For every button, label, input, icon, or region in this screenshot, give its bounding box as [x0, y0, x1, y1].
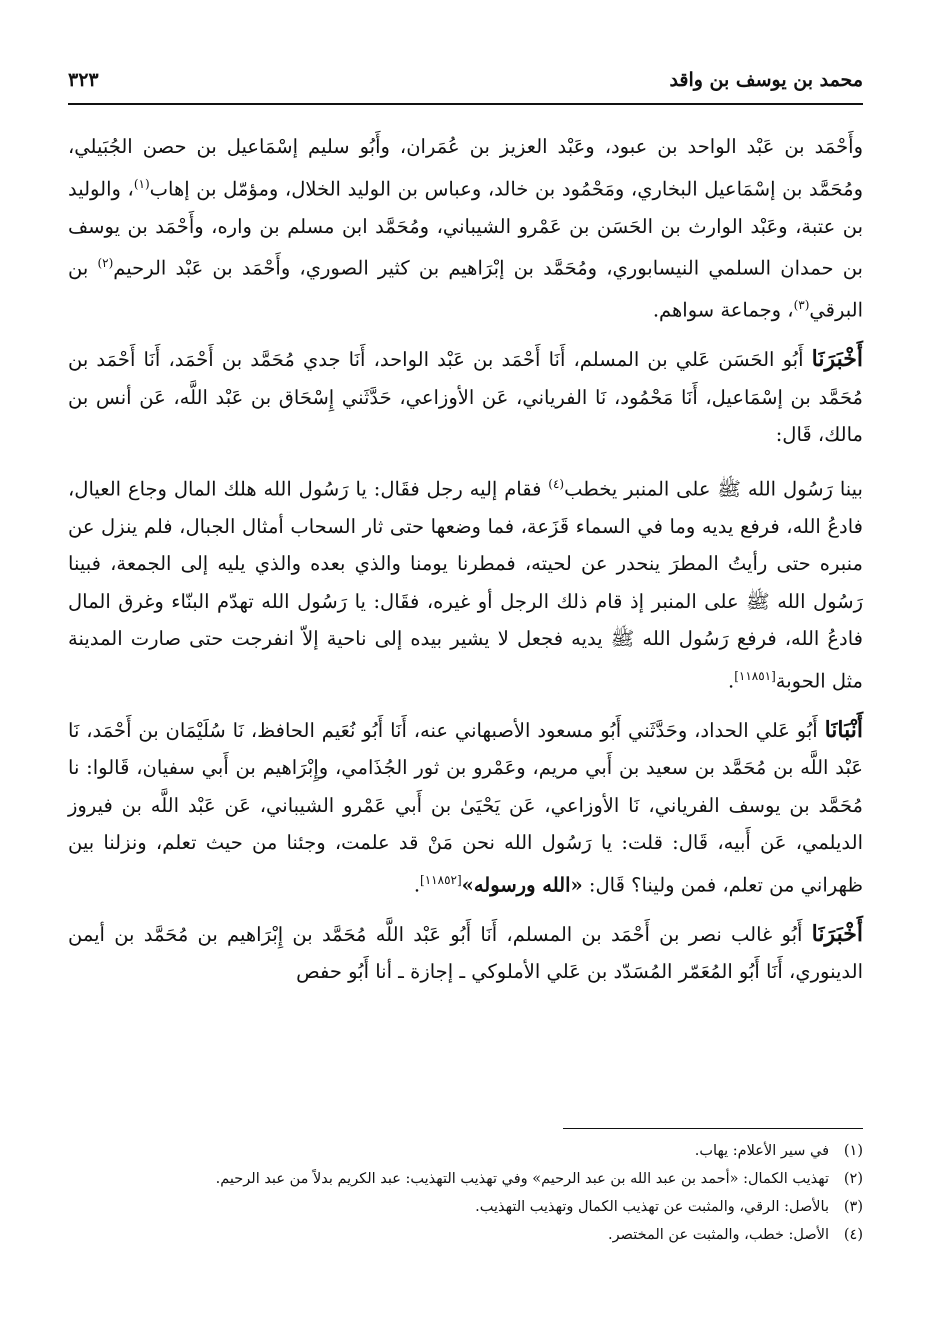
page-header — [68, 62, 863, 98]
hadith-number: [١١٨٥١] — [734, 668, 776, 683]
bold-quote: «الله ورسوله» — [461, 873, 583, 896]
footnote-number: (٢) — [843, 1171, 863, 1187]
hadith-number: [١١٨٥٢] — [420, 872, 462, 887]
footnote-number: (٣) — [843, 1199, 863, 1215]
text-run: فقام إليه رجل فقَال: يا رَسُول الله هلك المال وجاع العيال، فادعُ الله، فرفع يديه وما في السماء قَزَعة، فما وضعها حتى ثار السحاب أمثال الجبال، فلم ينزل عن منبره حتى رأيتُ المطرَ ينحدر عن لحيته، فمطرنا يومنا والذي بعده والذي يليه إلى الجمعة، فبينا رَسُول الله ﷺ على المنبر إذ قام ذلك الرجل أو غيره، فقَال: يا رَسُول الله تهدّم البنّاء وغرق المال فادعُ الله، فرفع رَسُول الله ﷺ يديه فجعل لا يشير بيده إلى ناحية إلاّ انفرجت حتى صارت المدينة مثل الحوبة — [68, 477, 863, 692]
lead-word: أَنْبَانَا — [824, 716, 863, 743]
footnote-ref-1: (١) — [133, 176, 150, 191]
lead-word: أَخْبَرَنَا — [811, 346, 863, 372]
header-divider — [68, 103, 863, 105]
text-run: وأَحْمَد بن عَبْد الواحد بن عبود، وعَبْد العزيز بن عُمَران، وأَبُو سليم إسْمَاعيل بن حصن الجُبَيلي، ومُحَمَّد بن إسْمَاعيل البخاري، ومَحْمُود بن خالد، وعباس بن الوليد الخلال، ومؤمّل بن إهاب — [68, 135, 863, 200]
lead-word: أَخْبَرَنَا — [811, 920, 863, 947]
running-title: محمد بن يوسف بن واقد — [669, 69, 863, 91]
text-run: ، والوليد بن عتبة، وعَبْد الوارث بن الحَسَن بن عَمْرو الشيباني، ومُحَمَّد ابن مسلم بن واره، وأَحْمَد بن يوسف بن حمدان السلمي النيسابوري، ومُحَمَّد بن إبْرَاهيم بن كثير الصوري، وأَحْمَد بن عَبْد الرحيم — [68, 177, 863, 280]
footnote-number: (١) — [843, 1143, 863, 1159]
footnote-text: بالأصل: الرقي، والمثبت عن تهذيب الكمال وتهذيب التهذيب. — [475, 1199, 829, 1215]
paragraph-5 — [68, 916, 863, 991]
text-run: بينا رَسُول الله ﷺ على المنبر يخطب — [564, 477, 863, 500]
text-run: أَبُو الحَسَن عَلي بن المسلم، أَنَا أَحْمَد بن عَبْد الواحد، أَنَا جدي مُحَمَّد بن أَحْمَد، أَنَا أَحْمَد بن مُحَمَّد بن إسْمَاعيل، أَنَا مَحْمُود، نَا الفرياني، عَن الأوزاعي، حَدَّثَني إِسْحَاق بن عَبْد اللَّه، عَن أنس بن مالك، قَال: — [68, 348, 863, 446]
footnote-text: في سير الأعلام: يهاب. — [694, 1143, 829, 1159]
text-run: . — [727, 669, 735, 692]
text-run: أَبُو عَلي الحداد، وحَدَّثَني أَبُو مسعود الأصبهاني عنه، أَنَا أَبُو نُعَيم الحافظ، نَا سُلَيْمَان بن أَحْمَد، نَا عَبْد اللَّه بن مُحَمَّد بن سعيد بن أَبي مريم، وعَمْرو بن ثور الجُذَامي، وإِبْرَاهيم بن أَبي سفيان، قَالوا: نا مُحَمَّد بن يوسف الفرياني، نَا الأوزاعي، عَن يَحْيَىٰ بن أَبي عَمْرو الشيباني، عَن عَبْد اللَّه بن فيروز الديلمي، عَن أَبيه، قَال: قلت: يا رَسُول الله نحن مَنْ قد علمت، وجئنا من حيث تعلم، ونزلنا بين ظهراني من تعلم، فمن ولينا؟ قَال: — [68, 718, 863, 896]
text-run: ، وجماعة سواهم. — [652, 298, 794, 322]
paragraph-1 — [68, 128, 863, 329]
footnote-divider — [563, 1128, 863, 1129]
paragraph-2 — [68, 341, 863, 454]
footnote-4 — [68, 1221, 863, 1249]
footnote-2 — [68, 1165, 863, 1193]
footnotes — [68, 1137, 863, 1249]
footnote-text: تهذيب الكمال: «أحمد بن عبد الله بن عبد الرحيم» وفي تهذيب التهذيب: عبد الكريم بدلاً من عبد الرحيم. — [215, 1171, 829, 1187]
footnote-ref-2: (٢) — [97, 256, 114, 270]
paragraph-3 — [68, 466, 863, 700]
page-number: ٣٢٣ — [68, 69, 99, 91]
text-run: بن البرقي — [68, 256, 863, 322]
text-run: أَبُو غالب نصر بن أَحْمَد بن المسلم، أَنَا أَبُو عَبْد اللَّه مُحَمَّد بن إِبْرَاهيم بن مُحَمَّد بن أيمن الدينوري، أَنَا أَبُو المُعَمّر المُسَدّد بن عَلي الأملوكي ـ إجازة ـ أنا أَبُو حفص — [68, 922, 863, 983]
paragraph-4 — [68, 712, 863, 904]
footnote-ref-3: (٣) — [793, 298, 810, 312]
text-run: . — [413, 873, 421, 896]
footnote-ref-4: (٤) — [548, 476, 565, 491]
footnote-number: (٤) — [843, 1227, 863, 1243]
footnote-text: الأصل: خطب، والمثبت عن المختصر. — [608, 1227, 829, 1243]
footnote-1 — [68, 1137, 863, 1165]
main-text — [68, 128, 863, 1003]
footnote-3 — [68, 1193, 863, 1221]
